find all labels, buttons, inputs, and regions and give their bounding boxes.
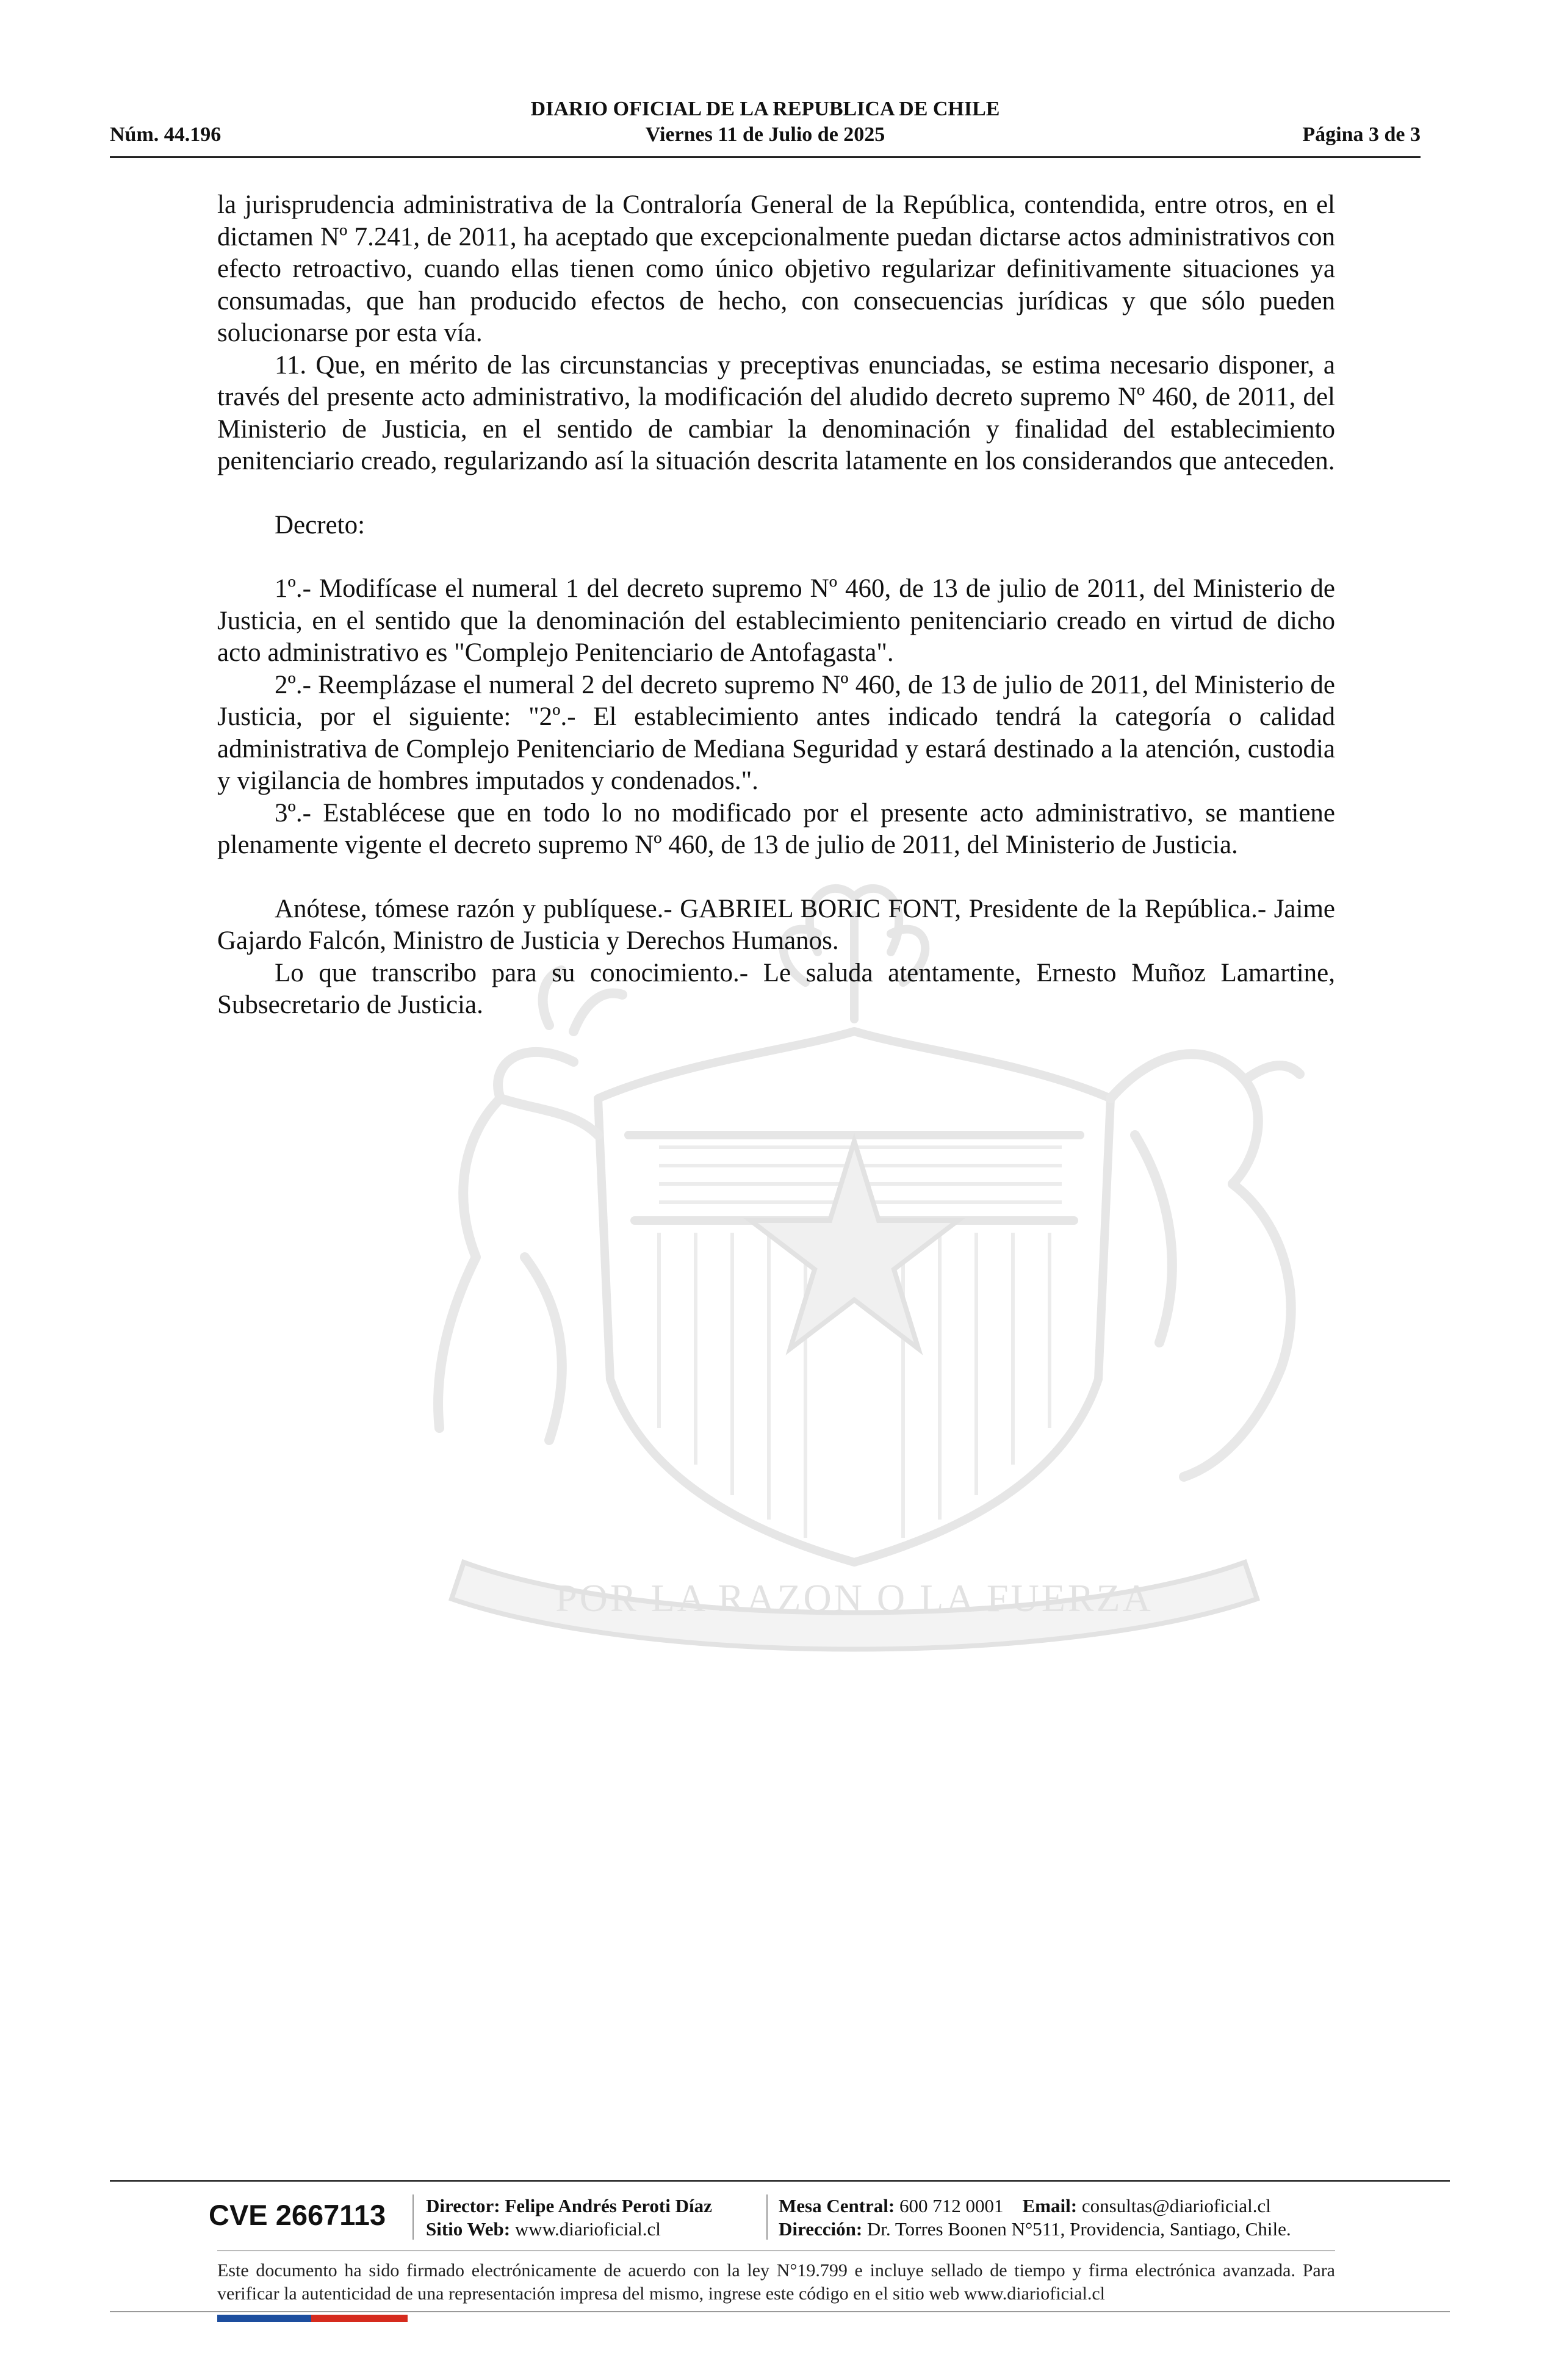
publication-title: DIARIO OFICIAL DE LA REPUBLICA DE CHILE [530,98,1000,120]
legal-notice: Este documento ha sido firmado electrónicamente de acuerdo con la ley N°19.799 e incluye sellado de tiempo y firma electrónica avanzada. Para verificar la autenticidad de una representación impresa del mismo, ingrese este código en el sitio web www.diarioficial.cl [217,2260,1335,2304]
flag-bar-red [311,2315,408,2322]
footer-separator [412,2194,414,2240]
article-1: 1º.- Modifícase el numeral 1 del decreto supremo Nº 460, de 13 de julio de 2011, del Ministerio de Justicia, en el sentido que la denominación del establecimiento penitenciario creado en virtud de dicho acto administrativo es "Complejo Penitenciario de Antofagasta". [217,574,1335,667]
footer-divider-mid [217,2250,1335,2251]
issue-number: Núm. 44.196 [110,123,222,146]
article-2: 2º.- Reemplázase el numeral 2 del decreto supremo Nº 460, de 13 de julio de 2011, del Ministerio de Justicia, por el siguiente: "2º.- El establecimiento antes indicado tendrá la categoría o calidad administrativa de Complejo Penitenciario de Mediana Seguridad y estará destinado a la atención, custodia y vigilancia de hombres imputados y condenados.". [217,670,1335,795]
paragraph-considerando-11: 11. Que, en mérito de las circunstancias y preceptivas enunciadas, se estima necesario disponer, a través del presente acto administrativo, la modificación del aludido decreto supremo Nº 460, de 2011, del Ministerio de Justicia, en el sentido de cambiar la denominación y finalidad del establecimiento penitenciario creado, regularizando así la situación descrita latamente en los considerandos que anteceden. [217,350,1335,475]
footer-director-block [426,2194,712,2241]
decreto-heading: Decreto: [275,510,366,539]
address-value: Dr. Torres Boonen N°511, Providencia, Santiago, Chile. [866,2218,1291,2240]
web-value[interactable]: www.diarioficial.cl [514,2218,661,2240]
footer-divider-bottom [110,2311,1450,2312]
director-label: Director: [426,2195,500,2216]
page-header [110,92,1421,159]
mesa-label: Mesa Central: [779,2195,895,2216]
watermark-motto: POR LA RAZON O LA FUERZA [555,1576,1153,1620]
web-label: Sitio Web: [426,2218,511,2240]
cve-code [209,2190,410,2245]
flag-color-bar [217,2315,408,2322]
closing-signatures: Anótese, tómese razón y publíquese.- GABRIEL BORIC FONT, Presidente de la República.- Jaime Gajardo Falcón, Ministro de Justicia y Derechos Humanos. [217,894,1335,955]
closing-transcription: Lo que transcribo para su conocimiento.- Le saluda atentamente, Ernesto Muñoz Lamartine, Subsecretario de Justicia. [217,958,1335,1019]
footer-divider-top [110,2180,1450,2182]
publication-date: Viernes 11 de Julio de 2025 [645,123,885,146]
cve-label: CVE 2667113 [209,2199,386,2231]
email-value[interactable]: consultas@diarioficial.cl [1081,2195,1271,2216]
header-divider [110,156,1421,158]
mesa-value: 600 712 0001 [899,2195,1004,2216]
footer-separator [766,2194,768,2240]
page-number: Página 3 de 3 [1302,123,1421,146]
address-label: Dirección: [779,2218,863,2240]
document-body [217,189,1335,1022]
article-3: 3º.- Establécese que en todo lo no modificado por el presente acto administrativo, se mantiene plenamente vigente el decreto supremo Nº 460, de 13 de julio de 2011, del Ministerio de Justicia. [217,798,1335,859]
flag-bar-blue [217,2315,311,2322]
email-label: Email: [1022,2195,1078,2216]
footer-contact-block [779,2194,1291,2241]
director-value: Felipe Andrés Peroti Díaz [505,2195,712,2216]
paragraph-jurisprudencia: la jurisprudencia administrativa de la Contraloría General de la República, contendida, entre otros, en el dictamen Nº 7.241, de 2011, ha aceptado que excepcionalmente puedan dictarse actos administrativos con efecto retroactivo, cuando ellas tienen como único objetivo regularizar definitivamente situaciones ya consumadas, que han producido efectos de hecho, con consecuencias jurídicas y que sólo pueden solucionarse por esta vía. [217,190,1335,347]
